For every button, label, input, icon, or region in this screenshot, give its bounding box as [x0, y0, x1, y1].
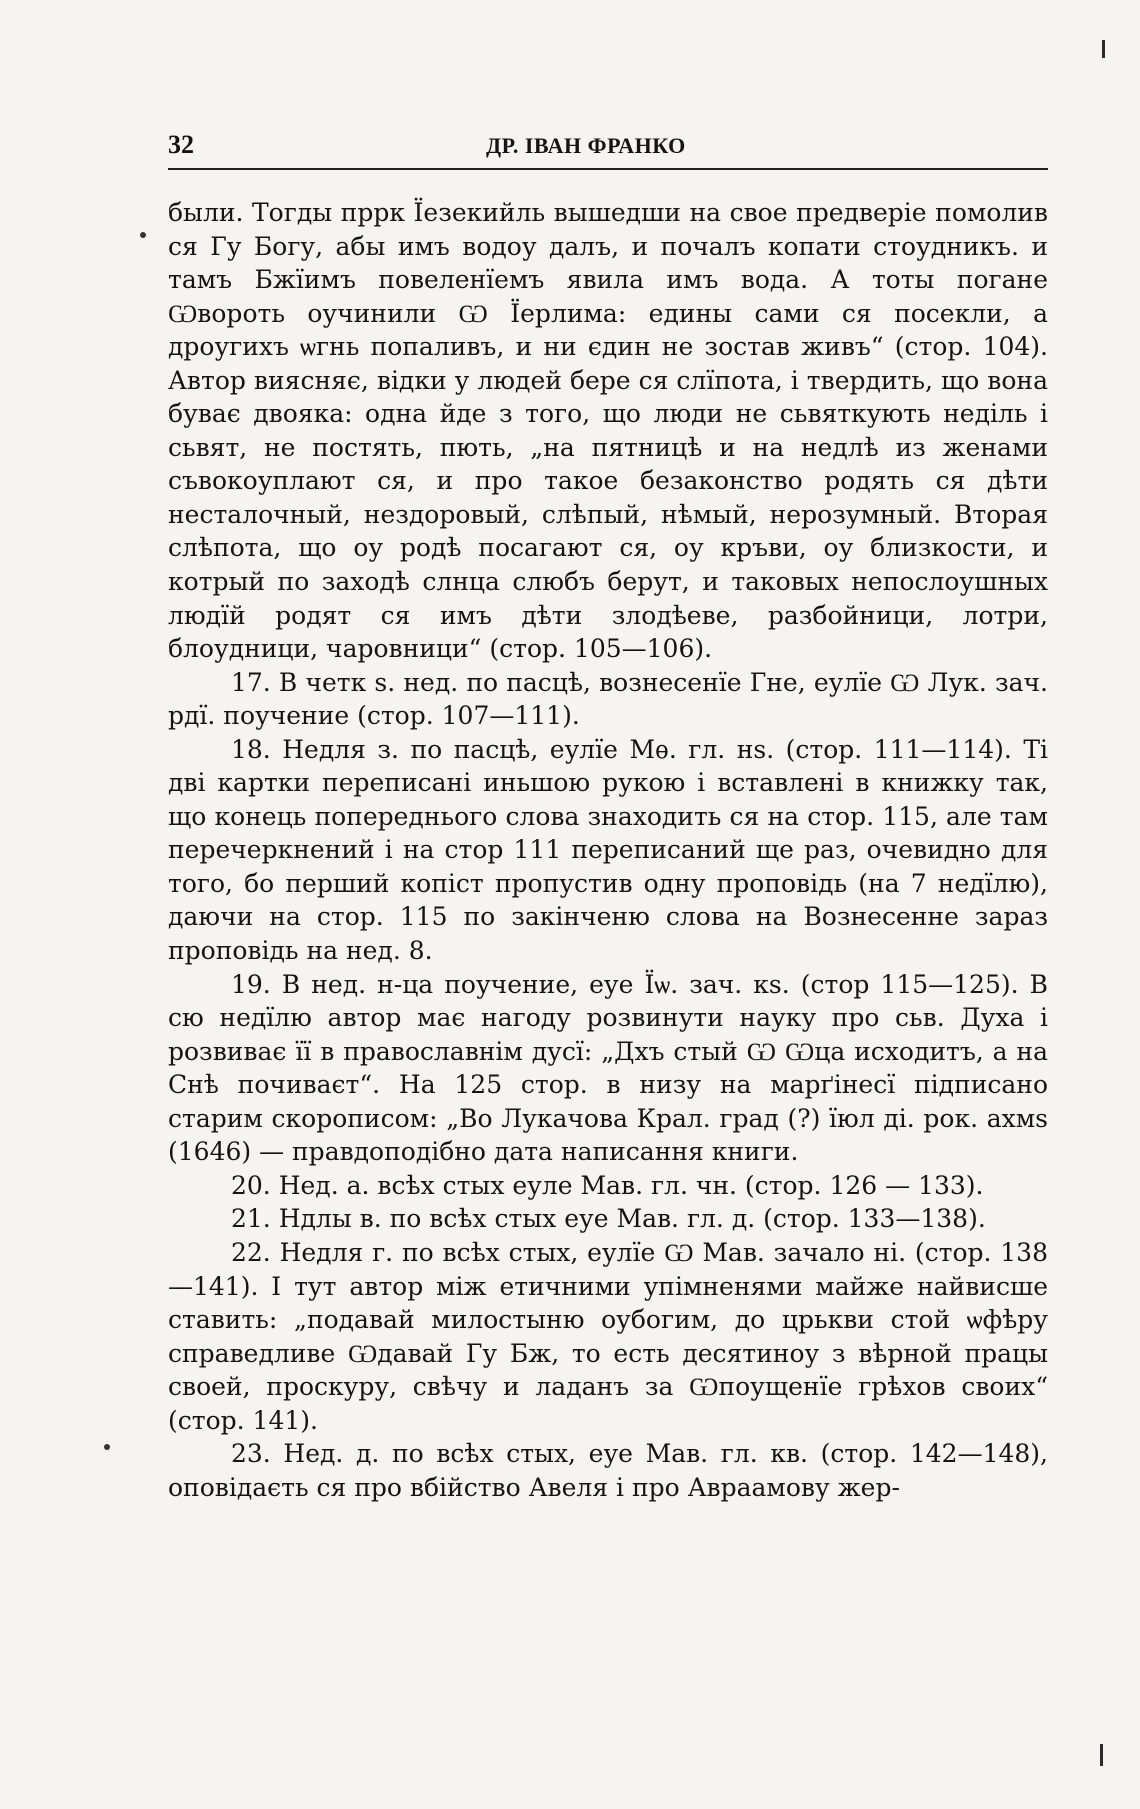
paragraph: 22. Недля г. по всѣх стых, еулїе Ѡ Мав. зачало ні. (стор. 138—141). І тут автор між етичними упімненями майже найвисше ставить: „подавай милостыню оубогим, до црькви стой ѡфѣру справедливе Ѡдавай Гу Бж, то есть десятиноу з вѣрной працы своей, проскуру, свѣчу и ладанъ за Ѡпоущенїе грѣхов своих“ (стор. 141). [168, 1237, 1048, 1435]
page-number: 32 [168, 130, 194, 159]
scan-edge-mark [1100, 1744, 1103, 1766]
paragraph: 19. В нед. н-ца поучение, еуе Їѡ. зач. кѕ. (стор 115—125). В сю недїлю автор має нагоду розвинути науку про сьв. Духа і розвиває її в православнім дусї: „Дхъ стый Ѡ Ѡца исходитъ, а на Снѣ почиваєт“. На 125 стор. в низу на марґінесї підписано старим скорописом: „Во Лукачова Крал. град (?) їюл ді. рок. ахмѕ (1646) — правдоподібно дата написання книги. [168, 969, 1048, 1167]
paragraph: были. Тогды пррк Їезекийль вышедши на свое предверіе помолив ся Гу Богу, абы имъ водоу далъ, и почалъ копати стоудникъ. и тамъ Бжїимъ повеленїемъ явила имъ вода. А тоты погане Ѡвороть оучинили Ѡ Їерлима: едины сами ся посекли, а дроугихъ ѡгнь попаливъ, и ни єдин не зостав живъ“ (стор. 104). Автор виясняє, відки у людей бере ся слїпота, і твердить, що вона буває двояка: одна йде з того, що люди не сьвяткують неділь і сьвят, не постять, пють, „на пятницѣ и на недлѣ из женами съвокоуплают ся, и про такое безаконство родять ся дѣти несталочный, нездоровый, слѣпый, нѣмый, нерозумный. Вторая слѣпота, що оу родѣ посагают ся, оу кръви, оу близкости, и котрый по заходѣ слнца слюбъ берут, и таковых непослоушных людїй родят ся имъ дѣти злодѣеве, разбойници, лотри, блоудници, чаровници“ (стор. 105—106). [168, 198, 1048, 664]
page-header [168, 130, 1048, 170]
running-head: ДР. ІВАН ФРАНКО [486, 133, 686, 158]
body-text [168, 196, 1048, 1504]
paragraph: 17. В четк ѕ. нед. по пасцѣ, вознесенїе Гне, еулїе Ѡ Лук. зач. рдї. поучение (стор. 107—111). [168, 667, 1048, 731]
paragraph: 20. Нед. а. всѣх стых еуле Мав. гл. чн. (стор. 126 — 133). [231, 1170, 984, 1200]
paragraph: 21. Ндлы в. по всѣх стых еуе Мав. гл. д. (стор. 133—138). [231, 1204, 986, 1234]
paragraph: 18. Недля з. по пасцѣ, еулїе Мѳ. гл. нѕ. (стор. 111—114). Ті дві картки переписані иньшою рукою і вставлені в книжку так, що конець попереднього слова знаходить ся на стор. 115, але там перечеркнений і на стор 111 переписаний ще раз, очевидно для того, бо перший копіст пропустив одну проповідь (на 7 недїлю), даючи на стор. 115 по закінченю слова на Вознесенне зараз проповідь на нед. 8. [168, 734, 1048, 966]
scan-edge-mark [1102, 40, 1105, 58]
scan-speck [104, 1444, 110, 1450]
header-rule [168, 168, 1048, 170]
scan-speck [140, 232, 146, 238]
paragraph: 23. Нед. д. по всѣх стых, еуе Мав. гл. кв. (стор. 142—148), оповідаєть ся про вбійство Авеля і про Авраамову жер- [168, 1439, 1048, 1502]
